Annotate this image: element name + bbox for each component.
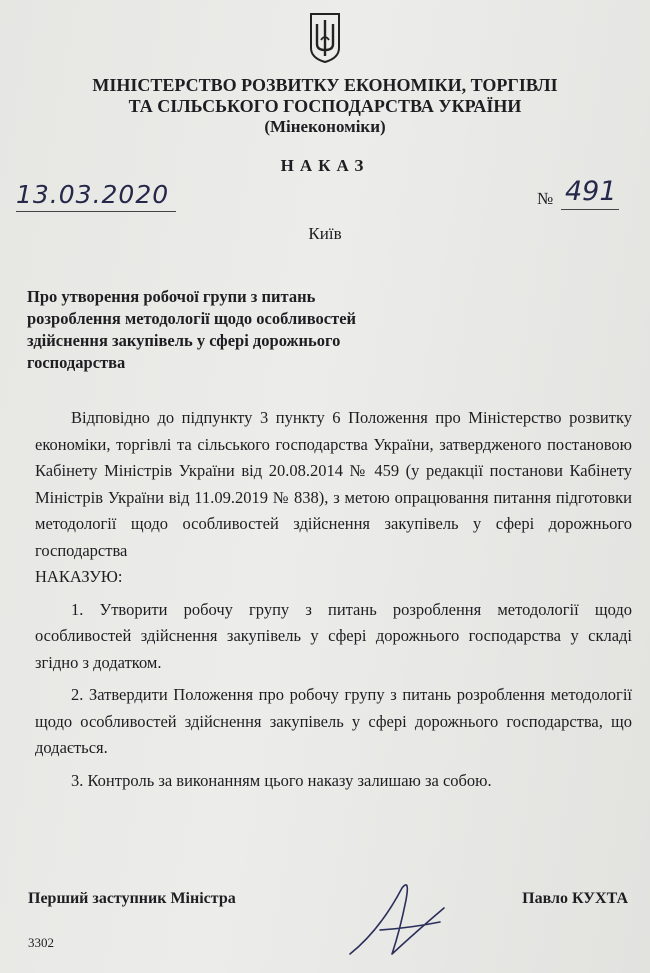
- trident-emblem-icon: [307, 10, 343, 64]
- order-number: 491: [565, 176, 617, 207]
- ministry-name-line2: ТА СІЛЬСЬКОГО ГОСПОДАРСТВА УКРАЇНИ: [128, 96, 522, 116]
- ministry-name-line1: МІНІСТЕРСТВО РОЗВИТКУ ЕКОНОМІКИ, ТОРГІВЛІ: [92, 75, 558, 95]
- order-item-3: 3. Контроль за виконанням цього наказу залишаю за собою.: [71, 770, 492, 790]
- signer-position: Перший заступник Міністра: [28, 890, 236, 907]
- order-subject: Про утворення робочої групи з питань розроблення методології щодо особливостей здійснення закупівель у сфері дорожнього господарства: [27, 287, 357, 372]
- order-word: НАКАЗУЮ:: [35, 567, 123, 586]
- signer-name: Павло КУХТА: [522, 890, 628, 907]
- order-number-sign: №: [537, 189, 554, 208]
- order-item-1: 1. Утворити робочу групу з питань розроблення методології щодо особливостей здійснення закупівель у сфері дорожнього господарства у складі згідно з додатком.: [35, 599, 632, 672]
- handwritten-signature: [340, 870, 450, 960]
- number-underline: [561, 209, 619, 210]
- ministry-short-name: (Мінекономіки): [264, 117, 386, 136]
- preamble-paragraph: Відповідно до підпункту 3 пункту 6 Положення про Міністерство розвитку економіки, торгівлі та сільського господарства України, затвердженого постановою Кабінету Міністрів України від 20.08.2014 № 459 (у редакції постанови Кабінету Міністрів України від 11.09.2019 № 838), з метою опрацювання питання підготовки методології щодо особливостей здійснення закупівель у сфері дорожнього господарства: [35, 408, 632, 560]
- order-body: [35, 405, 632, 794]
- date-underline: [16, 211, 176, 212]
- document-title: НАКАЗ: [280, 156, 370, 175]
- order-item-2: 2. Затвердити Положення про робочу групу з питань розроблення методології щодо особливостей здійснення закупівель у сфері дорожнього господарства, що додається.: [35, 685, 632, 757]
- document-code: 3302: [28, 935, 54, 950]
- order-city: Київ: [308, 224, 342, 243]
- order-date: 13.03.2020: [16, 180, 170, 209]
